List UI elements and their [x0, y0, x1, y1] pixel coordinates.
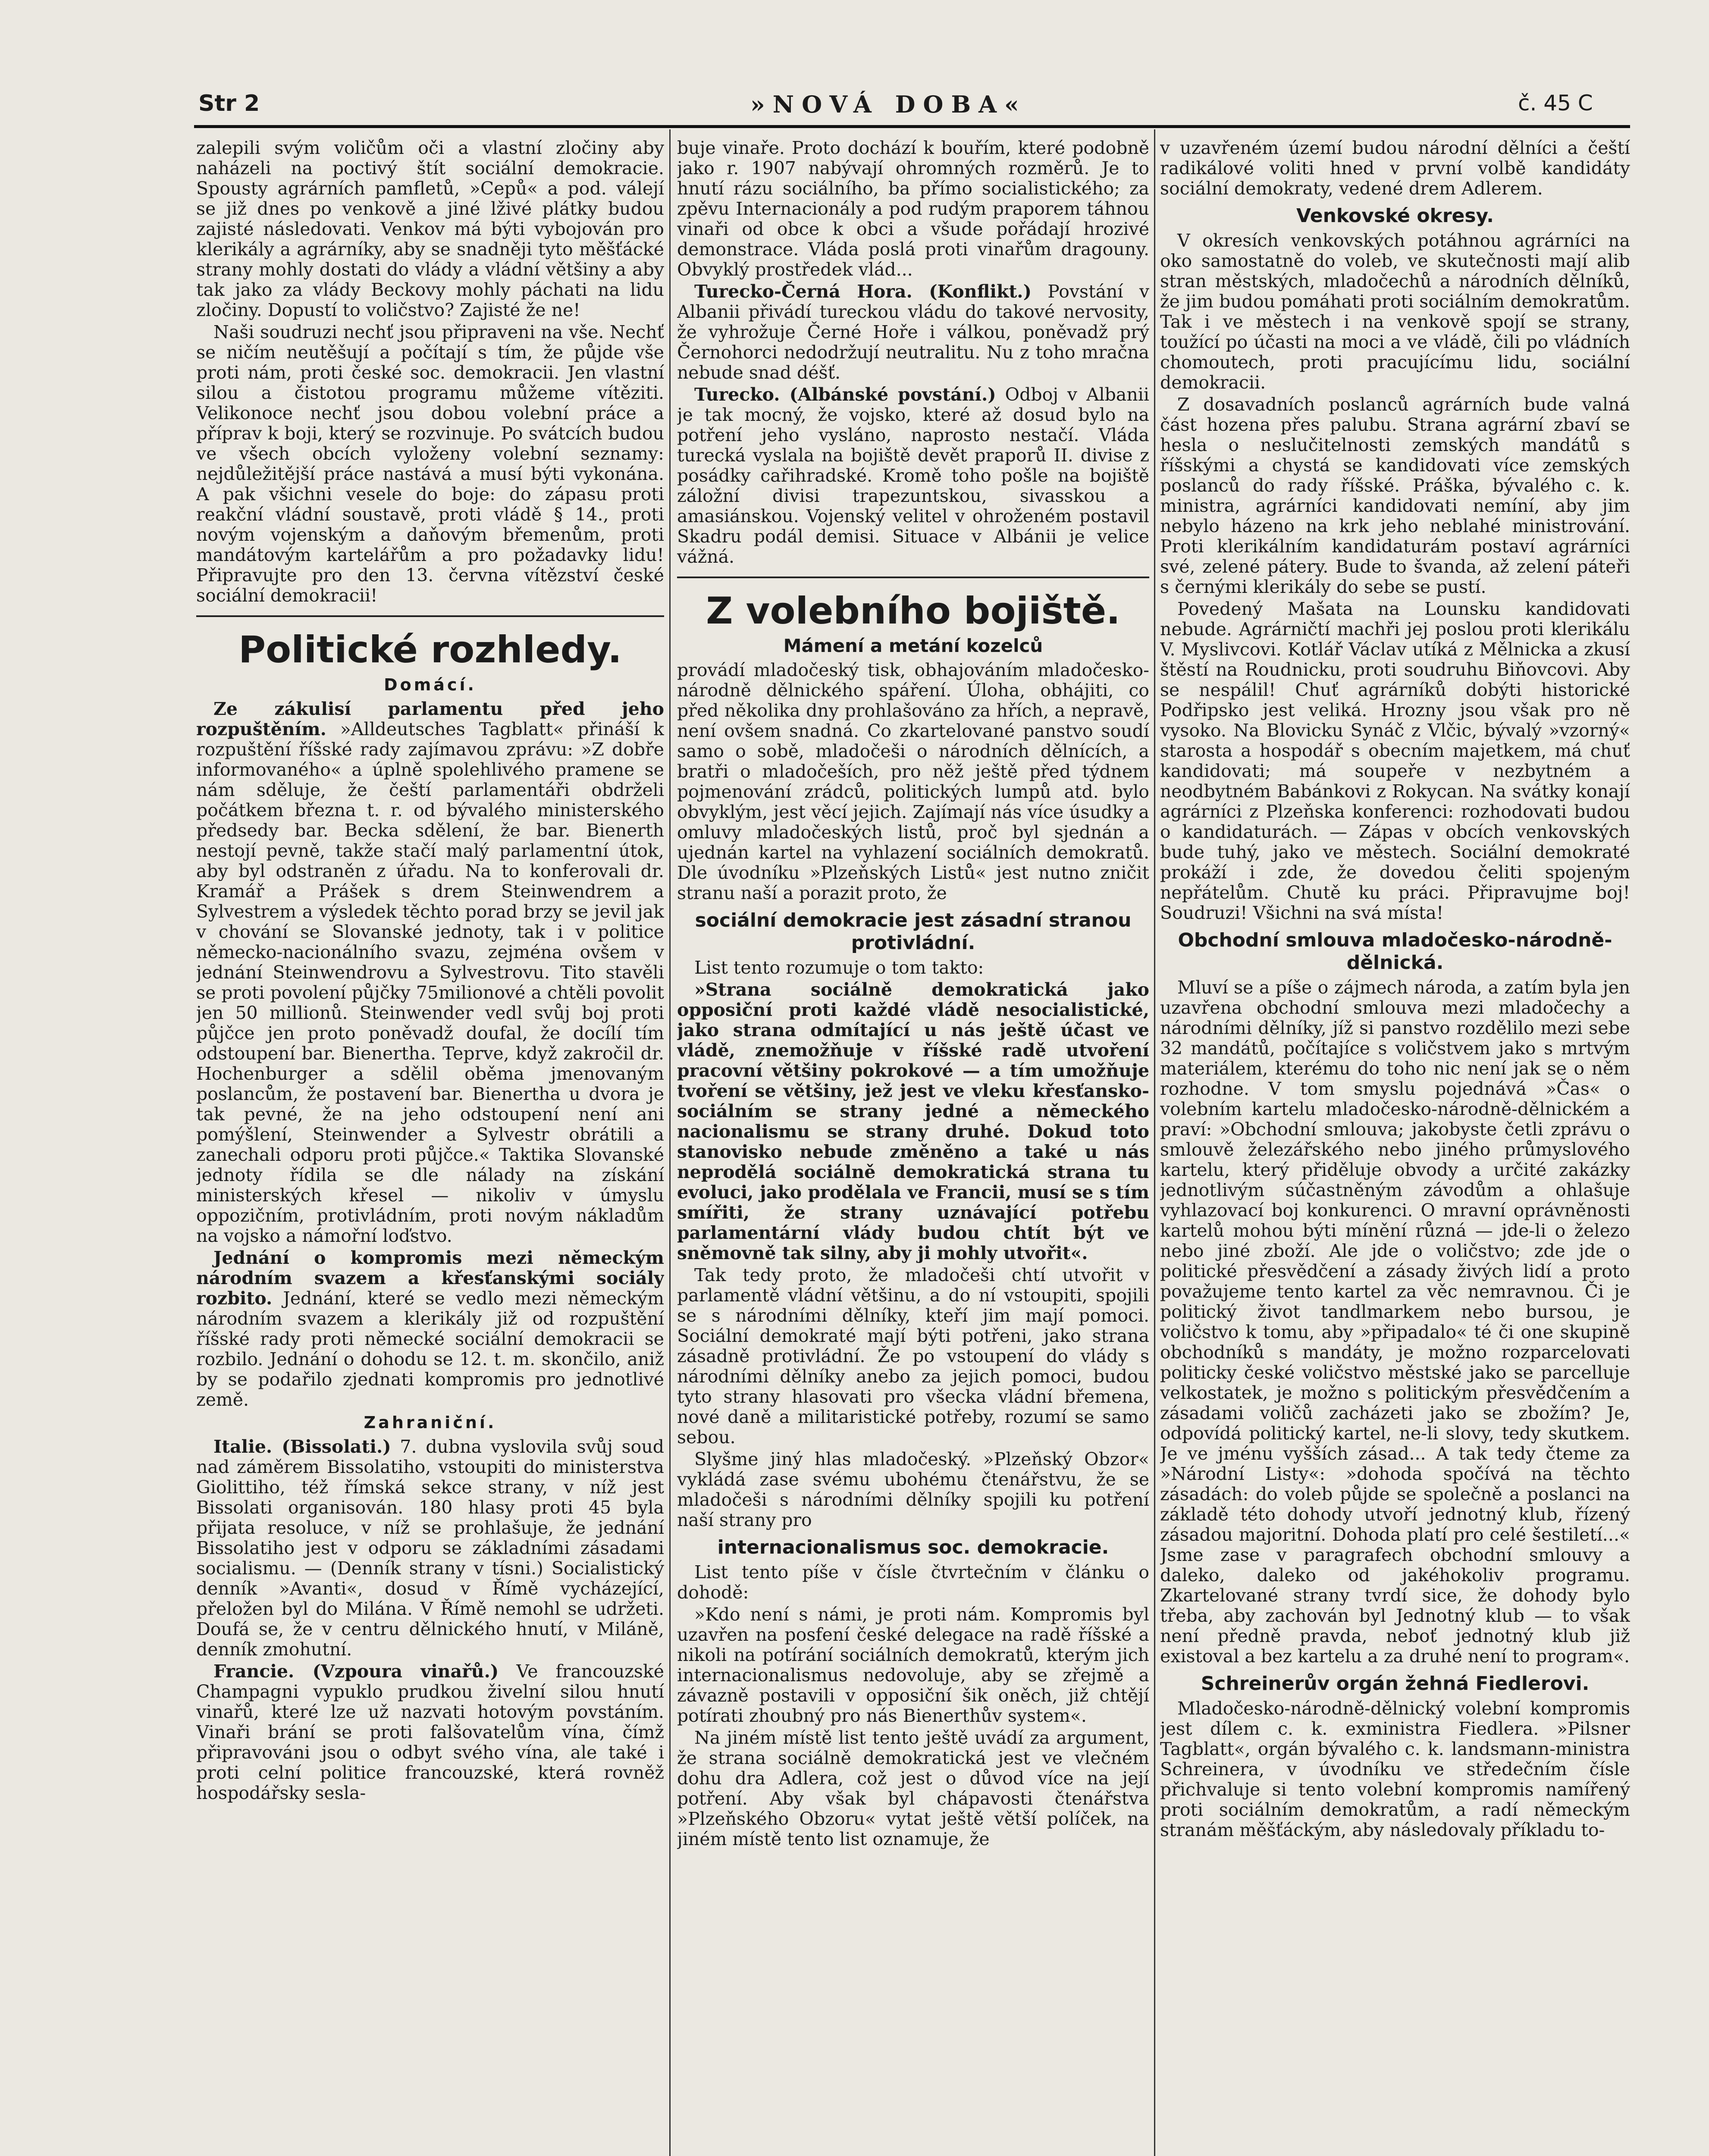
article-paragraph: Slyšme jiný hlas mladočeský. »Plzeňský Obzor« vykládá zase svému ubohému čtenářstvu, že se mladočeši s národními dělníky spojili ku potření naší strany pro [677, 1449, 1149, 1530]
subsection-heading: Zahraniční. [364, 1413, 497, 1432]
article-paragraph: Z dosavadních poslanců agrárních bude valná část hozena přes palubu. Strana agrární zbaví se hesla o neslučitelnosti zemských mandátů s říšskými a chystá se kandidovati více zemských poslanců do rady říšské. Práška, bývalého c. k. ministra, agrárníci kandidovati nemíní, aby jim nebylo házeno na krk jeho neblahé ministrování. Proti klerikálním kandidaturám postaví agrárníci své, zelené pátery. Bude to švanda, až zelení páteři s černými klerikály do sebe se pustí. [1160, 394, 1630, 597]
article-paragraph: Mladočesko-národně-dělnický volební kompromis jest dílem c. k. exministra Fiedlera. »Pilsner Tagblatt«, orgán bývalého c. k. landsmann-ministra Schreinera, v úvodníku ve středečním čísle přichvaluje si tento volební kompromis namířený proti sociálním demokratům, a radí německým stranám měšťáckým, aby následovaly příkladu to- [1160, 1698, 1630, 1840]
column-1 [196, 138, 664, 2156]
news-item-body: Odboj v Albanii je tak mocný, že vojsko, které až dosud bylo na potření jeho vysláno, naprosto nestačí. Vláda turecká vyslala na bojiště devět praporů II. divise z posádky cařihradské. Kromě toho pošle na bojiště záložní divisi trapezuntskou, sivasskou a amasiánskou. Vojenský velitel v ohroženém postavil Skadru podál demisi. Situace v Albánii je velice vážná. [677, 384, 1149, 567]
news-item-body: 7. dubna vyslovila svůj soud nad záměrem Bissolatiho, vstoupiti do ministerstva Giolittiho, též římská sekce strany, v níž jest Bissolati organisován. 180 hlasy proti 45 byla přijata resoluce, v níž se prohlašuje, že jednání Bissolatiho jest v odporu se základními zásadami socialismu. — (Denník strany v tísni.) Socialistický denník »Avanti«, dosud v Římě vycházející, přeložen byl do Milána. V Římě nemohl se udržeti. Doufá se, že v centru dělnického hnutí, v Miláně, denník zmohutní. [196, 1436, 664, 1660]
subsection-heading: Schreinerův orgán žehná Fiedlerovi. [1201, 1673, 1590, 1695]
article-paragraph: buje vinaře. Proto dochází k bouřím, které podobně jako r. 1907 nabývají ohromných rozměrů. Je to hnutí rázu sociálního, ba přímo socialistického; za zpěvu Internacionály a pod rudým praporem táhnou vinaři od obce k obci a všude pořádají hrozivé demonstrace. Vláda poslá proti vinařům dragouny. Obvyklý prostředek vlád... [677, 138, 1149, 280]
column-2 [677, 138, 1149, 2156]
news-item-lead: Jednání o kompromis mezi německým národním svazem a křesťanskými sociály rozbito. [196, 1247, 664, 1309]
article-paragraph: zalepili svým voličům oči a vlastní zločiny aby naházeli na poctivý štít sociální demokracie. Spousty agrárních pamfletů, »Cepů« a pod. válejí se již dnes po venkově a jiné lživé plátky budou zajisté následovati. Venkov má býti vybojován pro klerikály a agrárníky, aby se snadněji tyto měšťácké strany mohly dostati do vlády a vládní většiny a aby tak jako za vlády Beckovy mohly páchati na lidu zločiny. Dopustí to voličstvo? Zajisté že ne! [196, 138, 664, 320]
quotation: »Kdo není s námi, je proti nám. Kompromis byl uzavřen na posfení české delegace na radě říšské a nikoli na potírání sociálních demokratů, kterým jich internacionalismus nedovoluje, aby se zřejmě a závazně postavili v opposiční šik oněch, již chtějí potírati zhoubný pro nás Bienerthův system«. [677, 1604, 1149, 1726]
issue-number: č. 45 C [1518, 91, 1593, 116]
subsection-heading: Mámení a metání kozelců [783, 635, 1043, 656]
subsection-heading: sociální demokracie jest zásadní stranou protivládní. [695, 909, 1132, 954]
article-paragraph: v uzavřeném území budou národní dělníci a čeští radikálové voliti hned v první volbě kandidáty sociální demokraty, vedené drem Adlerem. [1160, 138, 1630, 199]
article-paragraph: List tento píše v čísle čtvrtečním v článku o dohodě: [677, 1562, 1149, 1603]
subsection-heading: internacionalismus soc. demokracie. [717, 1536, 1109, 1558]
article-paragraph: Na jiném místě list tento ještě uvádí za argument, že strana sociálně demokratická jest ve vlečném dohu dra Adlera, což jest o důvod více na její potření. Aby však byl chápavosti čtenářstva »Plzeňského Obzoru« vytat ještě větší políček, na jiném místě tento list oznamuje, že [677, 1727, 1149, 1849]
subsection-heading: Venkovské okresy. [1296, 205, 1494, 227]
news-item-lead: Turecko-Černá Hora. (Konflikt.) [694, 281, 1032, 302]
news-item-lead: Italie. (Bissolati.) [213, 1436, 391, 1457]
masthead: »NOVÁ DOBA« [750, 91, 1027, 118]
section-title: Politické rozhledy. [238, 628, 622, 671]
article-paragraph: List tento rozumuje o tom takto: [694, 957, 984, 978]
article-paragraph: Tak tedy proto, že mladočeši chtí utvořit v parlamentě vládní většinu, a do ní vstoupiti, spojili se s národními dělníky, kteří jim mají pomoci. Sociální demokraté mají býti potřeni, jako strana zásadně protivládní. Že po vstoupení do vlády s národními dělníky anebo za jejich pomoci, budou tyto strany hlasovati pro všecka vládní břemena, nové daně a militaristické potřeby, rozumí se samo sebou. [677, 1265, 1149, 1448]
news-item-lead: Francie. (Vzpoura vinařů.) [213, 1661, 499, 1682]
news-item [677, 282, 1149, 383]
page-number: Str 2 [198, 91, 260, 116]
news-item-body: Jednání, které se vedlo mezi německým národním svazem a klerikály již od rozpuštění říšské rady proti německé sociální demokracii se rozbilo. Jednání o dohodu se 12. t. m. skončilo, aniž by se podařilo zjednati kompromis pro jednotlivé země. [196, 1288, 664, 1410]
column-divider [669, 129, 671, 2156]
news-item [196, 699, 664, 1246]
column-3 [1160, 138, 1630, 2156]
article-paragraph: Mluví se a píše o zájmech národa, a zatím byla jen uzavřena obchodní smlouva mezi mladočechy a národními dělníky, jíž si panstvo rozdělilo mezi sebe 32 mandátů, počítajíce s voličstvem jako s mrtvým materiálem, kterému do toho nic není jak se o něm rozhodne. V tom smyslu pojednává »Čas« o volebním kartelu mladočesko-národně-dělnickém a praví: »Obchodní smlouva; jakobyste četli zprávu o smlouvě železářského nebo jiného průmyslového kartelu, který přiděluje obvody a určité zakázky jednotlivým súčastněným závodům a ohlašuje vyhlazovací boj konkurenci. O mravní oprávněnosti kartelů mohou býti mínění různá — jde-li o železo nebo jiné zboží. Ale jde o voličstvo; zde jde o politické přesvědčení a zásady živých lidí a proto považujeme tento kartel za věc nemravnou. Či je politický život tandlmarkem nebo bursou, je voličstvo k tomu, aby »připadalo« té či one skupině obchodníků s mandáty, je možno rozparcelovati politicky české voličstvo městské jako se parcelluje velkostatek, je možno s politickým přesvědčením a zásadami voličů zacházeti jako se zbožím? Je, odpovídá politický kartel, ne-li slovy, tedy skutkem. Je ve jménu vyšších zásad... A tak tedy čteme za »Národní Listy«: »dohoda spočívá na těchto zásadách: do voleb půjde se společně a poslanci na základě této dohody utvoří jednotný klub, řízený zásadou majoritní. Dohoda platí pro celé šestiletí...« Jsme zase v paragrafech obchodní smlouvy a daleko, daleko od jakéhokoliv programu. Zkartelované strany tvrdí sice, že dohody bylo třeba, aby zachován byl Jednotný klub — to však není předně pravda, neboť jednotný klub již existoval a bez kartelu a za druhé není to program«. [1160, 977, 1630, 1667]
page-header [198, 91, 1621, 125]
quotation: »Strana sociálně demokratická jako opposiční proti každé vládě nesocialistické, jako strana odmítající u nás ještě účast ve vládě, znemožňuje v říšské radě utvoření pracovní většiny pokrokové — a tím umožňuje tvoření se většiny, jež jest ve vleku křesťansko-sociálním se strany jedné a německého nacionalismu se strany druhé. Dokud toto stanovisko nebude změněno a také u nás neprodělá sociálně demokratická strana tu evoluci, jako prodělala ve Francii, musí se s tím smířiti, že strany uznávající potřebu parlamentární vlády budou chtít být ve sněmovně tak silny, aby ji mohly utvořit«. [677, 979, 1149, 1263]
article-paragraph: Povedený Mašata na Lounsku kandidovati nebude. Agrárničtí machři jej poslou proti klerikálu V. Myslivcovi. Kotlář Václav utíká z Mělnicka a zkusí štěstí na Roudnicku, proti soudruhu Biňovcovi. Aby se nespálil! Chuť agrárníků dobýti historické Podřipsko jest veliká. Hrozny jsou však pro ně vysoko. Na Blovicku Synáč z Vlčic, bývalý »vzorný« starosta a hospodář s obecním majetkem, má chuť kandidovati; má soupeře v nezbytném a neodbytném Babánkovi z Rokycan. Na svátky konají agrárníci z Plzeňska konferenci: rozhodovati budou o kandidaturách. — Zápas v obcích venkovských bude tuhý, jako ve městech. Sociální demokraté prokáží i zde, že dovedou čeliti spojeným nepřátelům. Chutě ku práci. Připravujme boj! Soudruzi! Všichni na svá místa! [1160, 599, 1630, 923]
news-item-lead: Ze zákulisí parlamentu před jeho rozpuštěním. [196, 699, 664, 740]
article-paragraph: provádí mladočeský tisk, obhajováním mladočesko-národně dělnického spáření. Úloha, obhájiti, co před několika dny prohlašováno za hřích, a nepravě, není ovšem snadná. Co zkartelované panstvo soudí samo o sobě, mladočeši o národních dělnících, a bratři o mladočeších, pro něž ještě před týdnem pojmenování zrádců, politických lumpů atd. bylo obvyklým, jest věcí jejich. Zajímají nás více úsudky a omluvy mladočeských listů, proč byl sjednán a ujednán kartel na vyhlazení sociálních demokratů. Dle úvodníku »Plzeňských Listů« jest nutno zničit stranu naší a porazit proto, že [677, 660, 1149, 903]
news-item-lead: Turecko. (Albánské povstání.) [694, 384, 996, 405]
news-item [677, 385, 1149, 567]
news-item [196, 1437, 664, 1660]
article-paragraph: V okresích venkovských potáhnou agrárníci na oko samostatně do voleb, ve skutečnosti mají alib stran městských, mladočechů a národních dělníků, že jim budou pomáhati proti sociálním demokratům. Tak i ve městech i na venkově spojí se strany, toužící po účasti na moci a ve vládě, čili po vládních chomoutech, proti pracujícímu lidu, sociální demokracii. [1160, 230, 1630, 393]
subsection-heading: Obchodní smlouva mladočesko-národně-dělnická. [1178, 929, 1612, 974]
section-divider [196, 615, 664, 617]
news-item-body: Povstání v Albanii přivádí tureckou vládu do takové nervosity, že vyhrožuje Černé Hoře i válkou, poněvadž prý Černohorci nedodržují neutralitu. Nu z toho mračna nebude snad déšť. [677, 281, 1149, 383]
column-divider [1154, 129, 1155, 2156]
news-item-body: Ve francouzské Champagni vypuklo prudkou živelní silou hnutí vinařů, které lze už nazvati hotovým povstáním. Vinaři brání se proti falšovatelům vína, čímž připravováni jsou o odbyt svého vína, ale také i proti celní politice francouzské, která rovněž hospodářsky sesla- [196, 1661, 664, 1803]
news-item [196, 1661, 664, 1803]
news-item-body: »Alldeutsches Tagblatt« přináší k rozpuštění říšské rady zajímavou zprávu: »Z dobře informovaného« a úplně spolehlivého pramene se nám sděluje, že čeští parlamentáři obdrželi počátkem března t. r. od bývalého ministerského předsedy bar. Becka sdělení, že bar. Bienerth nestojí pevně, takže stačí malý parlamentní útok, aby byl odstraněn z úřadu. Na to konferovali dr. Kramář a Prášek s drem Steinwendrem a Sylvestrem a výsledek těchto porad brzy se jevil jak v chování se Slovanské jednoty, tak i v politice německo-nacionálního svazu, zejména ovšem v jednání Steinwendrovu a Sylvestrovu. Tito stavěli se proti povolení půjčky 75milionové a chtěli povolit jen 50 millionů. Steinwender vedl svůj boj proti půjčce jen proto poněvadž doufal, že docílí tím odstoupení bar. Bienertha. Teprve, když zakročil dr. Hochenburger a sdělil oběma jmenovaným poslancům, že postavení bar. Bienertha u dvora je tak pevné, že na jeho odstoupení není ani pomýšlení, Steinwender a Sylvestr obrátili a zanechali odporu proti půjčce.« Taktika Slovanské jednoty řídila se dle nálady na získání ministerských křesel — nikoliv v úmyslu oppozičním, protivládním, proti novým nákladům na vojsko a námořní loďstvo. [196, 719, 664, 1246]
section-title: Z volebního bojiště. [706, 589, 1120, 633]
article-paragraph: Naši soudruzi nechť jsou připraveni na vše. Nechť se ničím neutěšují a počítají s tím, že půjde vše proti nám, proti české soc. demokracii. Jen vlastní silou a čistotou programu můžeme vítěziti. Velikonoce nechť jsou dobou volební práce a příprav k boji, který se rozvinuje. Po svátcích budou ve všech obcích vyloženy volební seznamy: nejdůležitější práce nastává a musí býti vykonána. A pak všichni vesele do boje: do zápasu proti reakční vládní soustavě, proti vládě § 14., proti novým vojenským a daňovým břemenům, proti mandátovým kartelářům a pro požadavky lidu! Připravujte pro den 13. června vítězství české sociální demokracii! [196, 322, 664, 606]
header-divider [194, 125, 1630, 128]
subsection-heading: Domácí. [384, 675, 477, 694]
section-divider [677, 577, 1149, 578]
news-item [196, 1248, 664, 1410]
